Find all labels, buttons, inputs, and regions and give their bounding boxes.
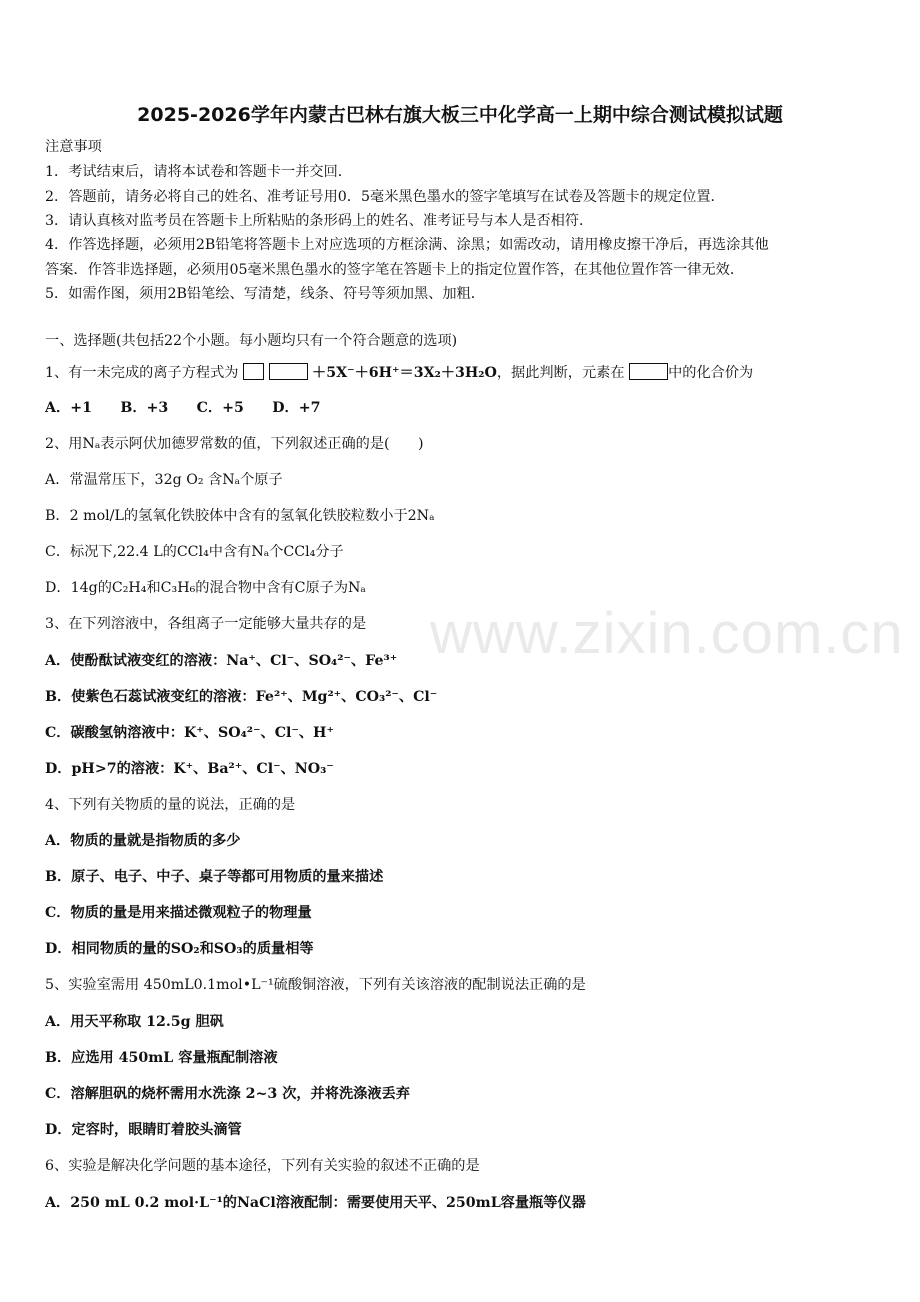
- q1-suffix: 中的化合价为: [668, 365, 754, 381]
- q4-option-a: A．物质的量就是指物质的多少: [45, 833, 241, 849]
- q3-option-b: B．使紫色石蕊试液变红的溶液：Fe²⁺、Mg²⁺、CO₃²⁻、Cl⁻: [45, 689, 438, 705]
- notice-item: 2．答题前，请务必将自己的姓名、准考证号用0．5毫米黑色墨水的签字笔填写在试卷及答题卡的规定位置．: [45, 189, 725, 205]
- page-title: 2025-2026学年内蒙古巴林右旗大板三中化学高一上期中综合测试模拟试题: [137, 104, 783, 126]
- section-heading: 一、选择题(共包括22个小题。每小题均只有一个符合题意的选项): [45, 333, 458, 349]
- notice-heading: 注意事项: [45, 139, 102, 155]
- q5-option-d: D．定容时，眼睛盯着胶头滴管: [45, 1122, 242, 1138]
- blank-box: [243, 363, 264, 380]
- question-2-stem: 2、用Nₐ表示阿伏加德罗常数的值，下列叙述正确的是( ): [45, 436, 424, 452]
- q2-option-a: A．常温常压下，32g O₂ 含Nₐ个原子: [45, 472, 283, 488]
- q2-option-c: C．标况下,22.4 L的CCl₄中含有Nₐ个CCl₄分子: [45, 544, 344, 560]
- question-3-stem: 3、在下列溶液中，各组离子一定能够大量共存的是: [45, 616, 367, 632]
- q3-option-d: D．pH>7的溶液：K⁺、Ba²⁺、Cl⁻、NO₃⁻: [45, 761, 334, 777]
- question-1-stem: [45, 363, 753, 382]
- notice-item: 5．如需作图，须用2B铅笔绘、写清楚，线条、符号等须加黑、加粗．: [45, 286, 485, 302]
- notice-item: 答案．作答非选择题，必须用05毫米黑色墨水的签字笔在答题卡上的指定位置作答，在其他位置作答一律无效．: [45, 262, 745, 278]
- blank-box: [269, 363, 308, 380]
- notice-item: 1．考试结束后，请将本试卷和答题卡一并交回．: [45, 164, 352, 180]
- q1-prefix: 1、有一未完成的离子方程式为: [45, 365, 239, 381]
- watermark: www.zixin.com.cn: [430, 601, 904, 666]
- q1-mid: ，据此判断，元素在: [496, 365, 625, 381]
- q5-option-b: B．应选用 450mL 容量瓶配制溶液: [45, 1050, 278, 1066]
- question-6-stem: 6、实验是解决化学问题的基本途径，下列有关实验的叙述不正确的是: [45, 1158, 480, 1174]
- q1-options: A．+1 B．+3 C．+5 D．+7: [45, 400, 321, 416]
- notice-item: 4．作答选择题，必须用2B铅笔将答题卡上对应选项的方框涂满、涂黑；如需改动，请用橡皮擦干净后，再选涂其他: [45, 237, 769, 253]
- q3-option-c: C．碳酸氢钠溶液中：K⁺、SO₄²⁻、Cl⁻、H⁺: [45, 725, 334, 741]
- q4-option-c: C．物质的量是用来描述微观粒子的物理量: [45, 905, 312, 921]
- blank-box: [629, 363, 668, 380]
- q4-option-d: D．相同物质的量的SO₂和SO₃的质量相等: [45, 941, 314, 957]
- q4-option-b: B．原子、电子、中子、桌子等都可用物质的量来描述: [45, 869, 384, 885]
- q5-option-c: C．溶解胆矾的烧杯需用水洗涤 2~3 次，并将洗涤液丢弃: [45, 1086, 410, 1102]
- notice-item: 3．请认真核对监考员在答题卡上所粘贴的条形码上的姓名、准考证号与本人是否相符．: [45, 213, 594, 229]
- q2-option-b: B．2 mol/L的氢氧化铁胶体中含有的氢氧化铁胶粒数小于2Nₐ: [45, 508, 435, 524]
- question-4-stem: 4、下列有关物质的量的说法，正确的是: [45, 797, 296, 813]
- q3-option-a: A．使酚酞试液变红的溶液：Na⁺、Cl⁻、SO₄²⁻、Fe³⁺: [45, 653, 398, 669]
- q5-option-a: A．用天平称取 12.5g 胆矾: [45, 1014, 224, 1030]
- q1-equation: ＋5X⁻＋6H⁺＝3X₂＋3H₂O: [312, 365, 497, 381]
- question-5-stem: 5、实验室需用 450mL0.1mol•L⁻¹硫酸铜溶液，下列有关该溶液的配制说法正确的是: [45, 977, 586, 993]
- q6-option-a: A．250 mL 0.2 mol·L⁻¹的NaCl溶液配制：需要使用天平、250mL容量瓶等仪器: [45, 1195, 586, 1211]
- q2-option-d: D．14g的C₂H₄和C₃H₆的混合物中含有C原子为Nₐ: [45, 580, 366, 596]
